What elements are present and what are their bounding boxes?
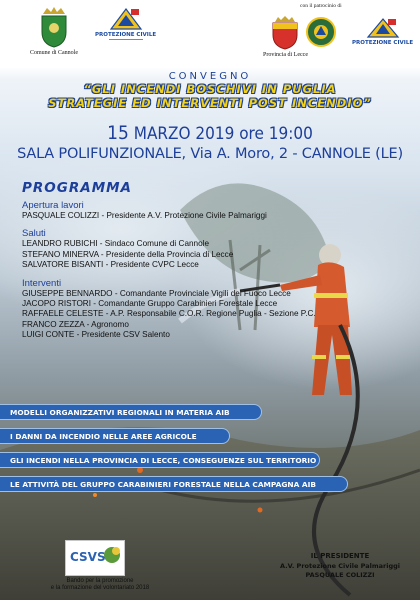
programma-list bbox=[22, 200, 352, 341]
program-line: RAFFAELE CELESTE - A.P. Responsabile C.O.R. Regione Puglia - Sezione P.C. bbox=[22, 309, 316, 319]
topic-bar: I DANNI DA INCENDIO NELLE AREE AGRICOLE bbox=[0, 428, 230, 444]
protezione-civile-2-icon bbox=[366, 18, 400, 38]
csvs-block bbox=[30, 535, 150, 597]
date-day: 15 bbox=[107, 122, 129, 144]
program-line: JACOPO RISTORI - Comandante Gruppo Carabinieri Forestale Lecce bbox=[22, 299, 278, 309]
protezione-civile-logo bbox=[95, 8, 156, 52]
csvs-logo bbox=[65, 540, 125, 576]
program-line: PASQUALE COLIZZI - Presidente A.V. Protezione Civile Palmariggi bbox=[22, 211, 267, 220]
csvs-caption-1: Bando per la promozione bbox=[66, 578, 134, 584]
topic-bar: LE ATTIVITÀ DEL GRUPPO CARABINIERI FORESTALE NELLA CAMPAGNA AIB bbox=[0, 476, 348, 492]
protezione-civile-icon bbox=[109, 8, 143, 30]
president-org: A.V. Protezione Civile Palmariggi bbox=[280, 562, 400, 570]
csvs-logo-text: CSVS bbox=[70, 550, 106, 564]
protezione-civile-2-caption: PROTEZIONE CIVILE bbox=[352, 40, 414, 46]
provincia-caption: Provincia di Lecce bbox=[263, 52, 308, 58]
topic-bar: MODELLI ORGANIZZATIVI REGIONALI IN MATERIA AIB bbox=[0, 404, 262, 420]
protezione-civile-logo-2 bbox=[352, 18, 413, 46]
title-line-2: STRATEGIE ED INTERVENTI POST INCENDIO” bbox=[48, 96, 372, 110]
title-line-1: “GLI INCENDI BOSCHIVI IN PUGLIA bbox=[83, 82, 337, 96]
event-kind: CONVEGNO bbox=[168, 71, 252, 82]
cvpc-logo bbox=[306, 14, 336, 50]
event-date bbox=[0, 122, 420, 144]
provincia-logo bbox=[263, 16, 308, 58]
header-logos bbox=[0, 0, 420, 68]
program-line: FRANCO ZEZZA - Agronomo bbox=[22, 319, 129, 329]
csvs-caption-2: e la formazione del volontariato 2018 bbox=[50, 585, 150, 591]
csvs-caption bbox=[30, 578, 170, 592]
date-rest: MARZO 2019 ore 19:00 bbox=[128, 124, 313, 144]
comune-logo bbox=[30, 6, 78, 56]
comune-caption: Comune di Cannole bbox=[30, 50, 78, 56]
programma-heading: PROGRAMMA bbox=[22, 180, 133, 196]
csvs-logo-icon bbox=[66, 541, 124, 575]
event-place: SALA POLIFUNZIONALE, Via A. Moro, 2 - CANNOLE (LE) bbox=[17, 146, 403, 162]
president-signature bbox=[270, 552, 410, 579]
cvpc-badge-icon bbox=[306, 14, 336, 50]
program-line: LEANDRO RUBICHI - Sindaco Comune di Cannole bbox=[22, 239, 210, 249]
section-title: Apertura lavori bbox=[22, 200, 84, 211]
program-line: LUIGI CONTE - Presidente CSV Salento bbox=[22, 330, 170, 340]
program-line: STEFANO MINERVA - Presidente della Provincia di Lecce bbox=[22, 249, 234, 259]
patronage-label: con il patrocinio di bbox=[300, 3, 342, 9]
comune-crest-icon bbox=[39, 6, 69, 48]
program-line: SALVATORE BISANTI - Presidente CVPC Lecce bbox=[22, 260, 199, 270]
program-line: GIUSEPPE BENNARDO - Comandante Provinciale Vigili del Fuoco Lecce bbox=[22, 288, 291, 298]
provincia-crest-icon bbox=[271, 16, 299, 50]
president-title: IL PRESIDENTE bbox=[310, 552, 370, 560]
section-title: Saluti bbox=[22, 228, 46, 240]
section-title: Interventi bbox=[22, 277, 62, 289]
protezione-civile-subtext bbox=[109, 39, 143, 52]
topic-bar: GLI INCENDI NELLA PROVINCIA DI LECCE, CONSEGUENZE SUL TERRITORIO bbox=[0, 452, 320, 468]
president-name: PASQUALE COLIZZI bbox=[305, 571, 375, 579]
protezione-civile-caption: PROTEZIONE CIVILE bbox=[95, 32, 157, 38]
